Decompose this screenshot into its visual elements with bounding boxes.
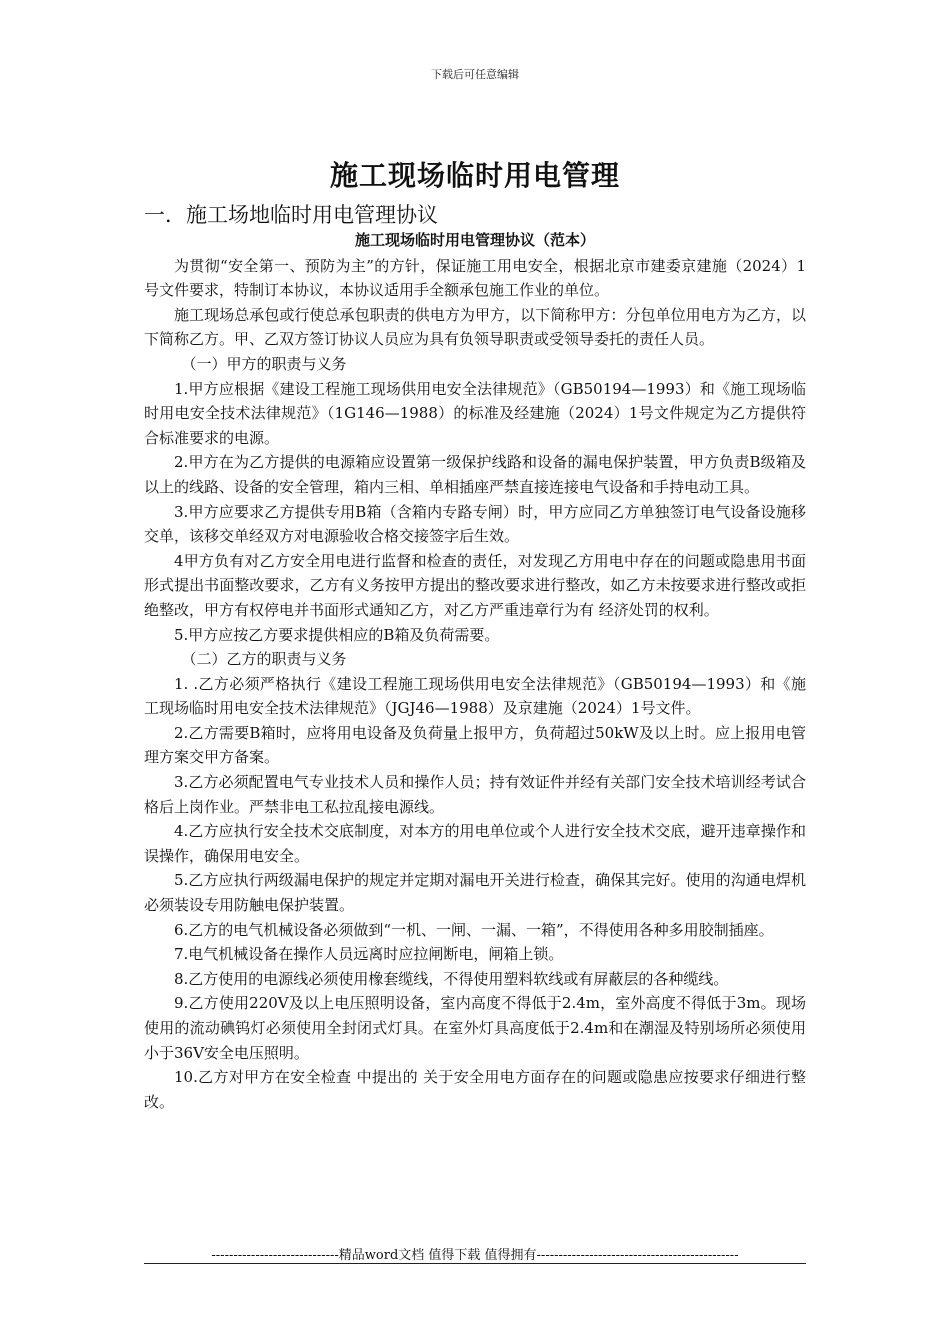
paragraph: 5.乙方应执行两级漏电保护的规定并定期对漏电开关进行检查，确保其完好。使用的沟通电焊机必须装设专用防触电保护装置。 <box>144 871 806 915</box>
paragraph: 5.甲方应按乙方要求提供相应的B箱及负荷需要。 <box>174 625 500 644</box>
paragraph: 4.乙方应执行安全技术交底制度，对本方的用电单位或个人进行安全技术交底，避开违章操作和误操作，确保用电安全。 <box>144 822 806 865</box>
footer-divider <box>144 1263 806 1264</box>
paragraph: 6.乙方的电气机械设备必须做到“一机、一闸、一漏、一箱”，不得使用各种多用胶制插座。 <box>174 920 774 939</box>
paragraph: 为贯彻“安全第一、预防为主”的方针，保证施工用电安全，根据北京市建委京建施（2024）1号文件要求，特制订本协议，本协议适用手全额承包施工作业的单位。 <box>144 256 806 300</box>
page-footer: -----------------------------精品word文档 值得下载 值得拥有---------------------------------------------- <box>211 1248 739 1263</box>
paragraph: 3.乙方必须配置电气专业技术人员和操作人员；持有效证件并经有关部门安全技术培训经考试合格后上岗作业。严禁非电工私拉乱接电源线。 <box>144 773 806 816</box>
document-body <box>144 228 806 1114</box>
paragraph: 2.乙方需要B箱时，应将用电设备及负荷量上报甲方，负荷超过50kW及以上时。应上报用电管理方案交甲方备案。 <box>144 723 806 767</box>
paragraph: 1.甲方应根据《建设工程施工现场供用电安全法律规范》（GB50194—1993）和《施工现场临时用电安全技术法律规范》（1G146—1988）的标准及经建施（2024）1号文件规定为乙方提供符合标准要求的电源。 <box>144 379 806 447</box>
paragraph: 2.甲方在为乙方提供的电源箱应设置第一级保护线路和设备的漏电保护装置，甲方负责B级箱及以上的线路、设备的安全管理，箱内三相、单相插座严禁直接连接电气设备和手持电动工具。 <box>144 453 806 496</box>
subsection-heading: （二）乙方的职责与义务 <box>181 650 347 669</box>
section-heading: 一．施工场地临时用电管理协议 <box>144 203 438 227</box>
agreement-subtitle: 施工现场临时用电管理协议（范本） <box>354 231 595 249</box>
paragraph: 10.乙方对甲方在安全检查 中提出的 关于安全用电方面存在的问题或隐患应按要求仔细进行整改。 <box>144 1068 806 1111</box>
paragraph: 8.乙方使用的电源线必须使用橡套缆线，不得使用塑料软线或有屏蔽层的各种缆线。 <box>174 969 729 988</box>
page-title: 施工现场临时用电管理 <box>329 159 620 192</box>
header-note: 下载后可任意编辑 <box>431 68 519 81</box>
paragraph: 1. .乙方必须严格执行《建设工程施工现场供用电安全法律规范》（GB50194—1993）和《施工现场临时用电安全技术法律规范》（JGJ46—1988）及京建施（2024）1号文件。 <box>144 674 806 718</box>
paragraph: 9.乙方使用220V及以上电压照明设备，室内高度不得低于2.4m，室外高度不得低于3m。现场使用的流动碘钨灯必须使用全封闭式灯具。在室外灯具高度低于2.4m和在潮湿及特别场所必须使用小于36V安全电压照明。 <box>144 994 806 1062</box>
paragraph: 3.甲方应要求乙方提供专用B箱（含箱内专路专闸）时，甲方应同乙方单独签订电气设备设施移交单，该移交单经双方对电源验收合格交接签字后生效。 <box>144 502 806 546</box>
paragraph: 4甲方负有对乙方安全用电进行监督和检查的责任，对发现乙方用电中存在的问题或隐患用书面形式提出书面整改要求，乙方有义务按甲方提出的整改要求进行整改，如乙方未按要求进行整改或拒绝整改，甲方有权停电并书面形式通知乙方，对乙方严重违章行为有 经济处罚的权利。 <box>144 551 806 619</box>
paragraph: 7.电气机械设备在操作人员远离时应拉闸断电，闸箱上锁。 <box>174 945 564 964</box>
subsection-heading: （一）甲方的职责与义务 <box>181 354 347 373</box>
paragraph: 施工现场总承包或行使总承包职责的供电方为甲方，以下简称甲方：分包单位用电方为乙方，以下简称乙方。甲、乙双方签订协议人员应为具有负领导职责或受领导委托的责任人员。 <box>144 305 806 349</box>
